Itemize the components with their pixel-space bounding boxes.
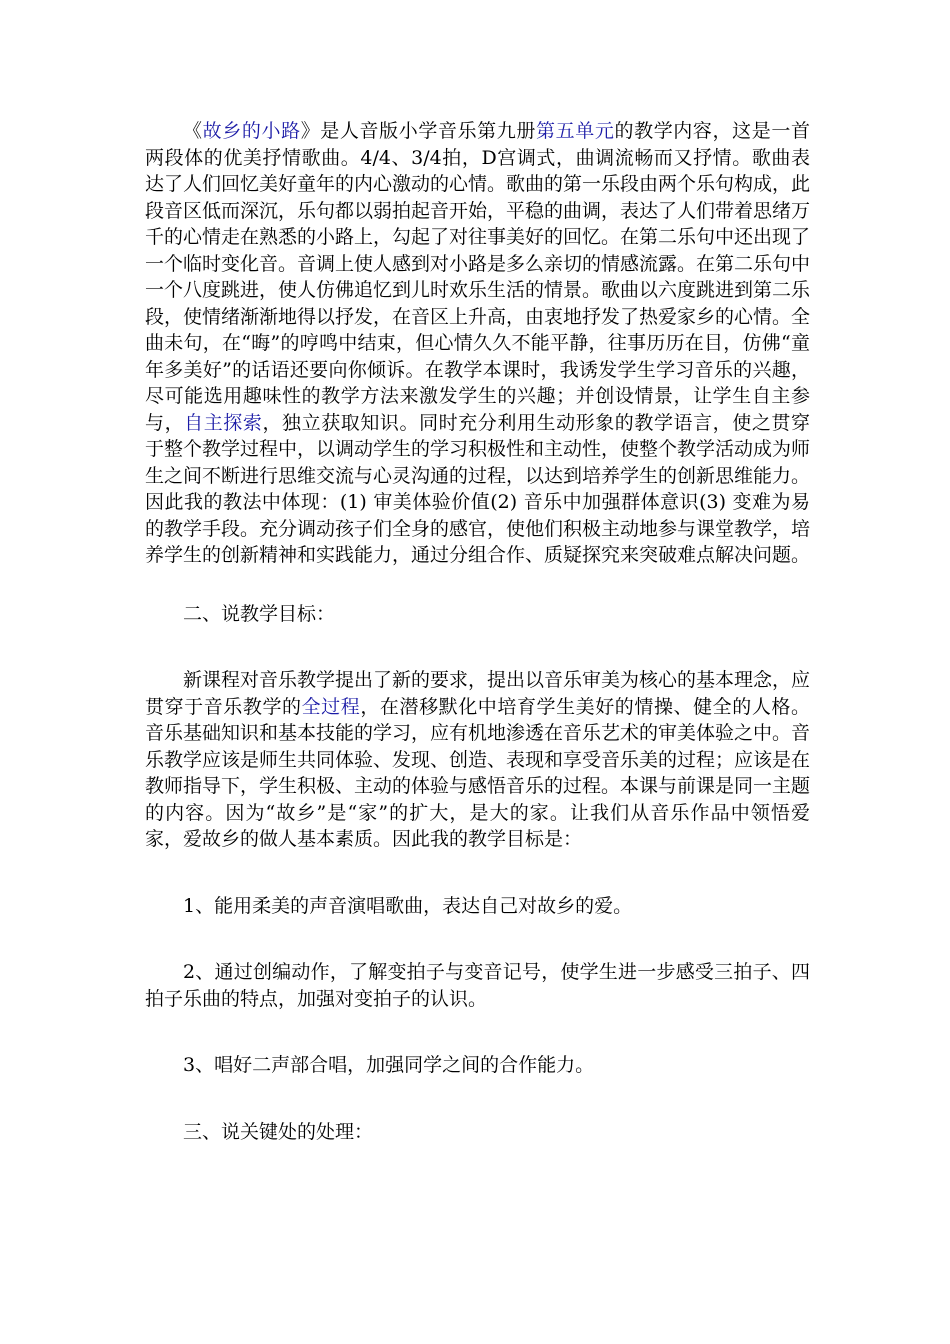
intro-text-a: 》是人音版小学音乐第九册	[300, 120, 537, 142]
intro-paragraph	[145, 118, 810, 569]
self-exploration-link[interactable]: 自主探索	[184, 411, 263, 434]
open-quote: 《	[183, 120, 203, 142]
goal-item-1: 1、能用柔美的声音演唱歌曲，表达自己对故乡的爱。	[183, 894, 633, 917]
unit-five-link[interactable]: 第五单元	[536, 120, 615, 142]
song-title-link[interactable]: 故乡的小路	[202, 120, 301, 142]
intro-text-b: 的教学内容，这是一首两段体的优美抒情歌曲。4/4、3/4拍，D宫调式，曲调流畅而又抒情。歌曲表达了人们回忆美好童年的内心激动的心情。歌曲的第一乐段由两个乐句构成，此段音区低而深沉，乐句都以弱拍起音开始，平稳的曲调，表达了人们带着思绪万千的心情走在熟悉的小路上，勾起了对往事美好的回忆。在第二乐句中还出现了一个临时变化音。音调上使人感到对小路是多么亲切的情感流露。在第二乐句中一个八度跳进，使人仿佛追忆到儿时欢乐生活的情景。歌曲以六度跳进到第二乐段，使情绪渐渐地得以抒发，在音区上升高，由衷地抒发了热爱家乡的心情。全曲未句，在“晦”的哼鸣中结束，但心情久久不能平静，往事历历在目，仿佛“童年多美好”的话语还要向你倾诉。在教学本课时，我诱发学生学习音乐的兴趣，尽可能选用趣味性的教学方法来激发学生的兴趣；并创设情景，让学生自主参与，	[145, 120, 811, 434]
section-heading-key-points: 三、说关键处的处理：	[183, 1120, 374, 1143]
whole-process-link[interactable]: 全过程	[301, 695, 361, 718]
section-heading-teaching-goals: 二、说教学目标：	[183, 602, 336, 625]
goals-paragraph	[145, 667, 810, 853]
document-page	[145, 118, 810, 1145]
intro-text-c: ，独立获取知识。同时充分利用生动形象的教学语言，使之贯穿于整个教学过程中，以调动学生的学习积极性和主动性，使整个教学活动成为师生之间不断进行思维交流与心灵沟通的过程，以达到培养学生的创新思维能力。因此我的教法中体现：(1) 审美体验价值(2) 音乐中加强群体意识(3) 变难为易的教学手段。充分调动孩子们全身的感官，使他们积极主动地参与课堂教学，培养学生的创新精神和实践能力，通过分组合作、质疑探究来突破难点解决问题。	[145, 411, 811, 566]
goal-item-3: 3、唱好二声部合唱，加强同学之间的合作能力。	[183, 1054, 595, 1076]
goals-text-a: 新课程对音乐教学提出了新的要求，提出以音乐审美为核心的基本理念，应贯穿于音乐教学的	[145, 669, 811, 718]
goal-item-2: 2、通过创编动作，了解变拍子与变音记号，使学生进一步感受三拍子、四拍子乐曲的特点，加强对变拍子的认识。	[145, 961, 810, 1010]
goals-text-b: ，在潜移默化中培育学生美好的情操、健全的人格。音乐基础知识和基本技能的学习，应有机地渗透在音乐艺术的审美体验之中。音乐教学应该是师生共同体验、发现、创造、表现和享受音乐美的过程；应该是在教师指导下，学生积极、主动的体验与感悟音乐的过程。本课与前课是同一主题的内容。因为“故乡”是“家”的扩大，是大的家。让我们从音乐作品中领悟爱家，爱故乡的做人基本素质。因此我的教学目标是：	[145, 695, 811, 850]
